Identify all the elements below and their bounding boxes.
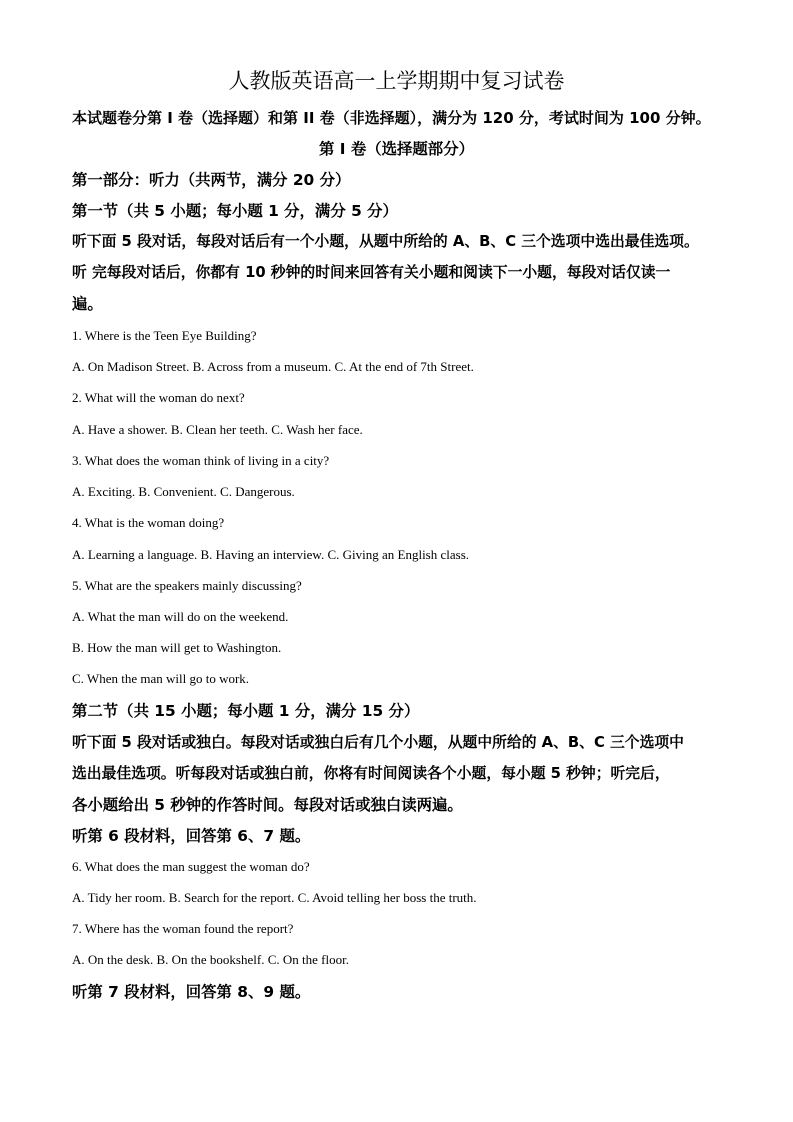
- question-2: 2. What will the woman do next?: [72, 390, 245, 405]
- volume-heading: 第 I 卷（选择题部分）: [319, 140, 474, 158]
- exam-intro: 本试题卷分第 I 卷（选择题）和第 II 卷（非选择题），满分为 120 分，考试时间为 100 分钟。: [72, 109, 711, 127]
- question-4-options: A. Learning a language. B. Having an interview. C. Giving an English class.: [72, 547, 470, 562]
- section1-instruction-line: 听下面 5 段对话，每段对话后有一个小题，从题中所给的 A、B、C 三个选项中选出最佳选项。: [72, 233, 699, 250]
- question-5-option-b: B. How the man will get to Washington.: [72, 640, 282, 655]
- section2-instruction-line: 选出最佳选项。听每段对话或独白前，你将有时间阅读各个小题，每小题 5 秒钟；听完后，: [72, 765, 670, 782]
- section1-instruction-line: 听 完每段对话后，你都有 10 秒钟的时间来回答有关小题和阅读下一小题，每段对话仅读一: [72, 264, 671, 281]
- exam-title: 人教版英语高一上学期期中复习试卷: [228, 69, 565, 93]
- material-7-heading: 听第 7 段材料，回答第 8、9 题。: [72, 983, 311, 1001]
- question-5: 5. What are the speakers mainly discussing?: [72, 578, 302, 593]
- section2-heading: 第二节（共 15 小题；每小题 1 分，满分 15 分）: [72, 702, 420, 720]
- question-1: 1. Where is the Teen Eye Building?: [72, 328, 257, 343]
- question-5-option-a: A. What the man will do on the weekend.: [72, 609, 289, 624]
- material-6-heading: 听第 6 段材料，回答第 6、7 题。: [72, 827, 311, 845]
- section1-heading: 第一节（共 5 小题；每小题 1 分，满分 5 分）: [72, 202, 398, 220]
- question-2-options: A. Have a shower. B. Clean her teeth. C. Wash her face.: [72, 422, 363, 437]
- section2-instruction-line: 各小题给出 5 秒钟的作答时间。每段对话或独白读两遍。: [72, 796, 463, 814]
- question-4: 4. What is the woman doing?: [72, 515, 225, 530]
- section2-instruction-line: 听下面 5 段对话或独白。每段对话或独白后有几个小题，从题中所给的 A、B、C 三个选项中: [72, 734, 684, 751]
- question-1-options: A. On Madison Street. B. Across from a museum. C. At the end of 7th Street.: [72, 359, 474, 374]
- question-5-option-c: C. When the man will go to work.: [72, 671, 250, 686]
- question-6-options: A. Tidy her room. B. Search for the report. C. Avoid telling her boss the truth.: [72, 890, 477, 905]
- question-6: 6. What does the man suggest the woman do?: [72, 859, 310, 874]
- question-7: 7. Where has the woman found the report?: [72, 921, 294, 936]
- section1-instruction-line: 遍。: [72, 295, 103, 313]
- question-3: 3. What does the woman think of living in a city?: [72, 453, 330, 468]
- question-3-options: A. Exciting. B. Convenient. C. Dangerous.: [72, 484, 295, 499]
- question-7-options: A. On the desk. B. On the bookshelf. C. On the floor.: [72, 952, 349, 967]
- part1-heading: 第一部分：听力（共两节，满分 20 分）: [72, 171, 351, 189]
